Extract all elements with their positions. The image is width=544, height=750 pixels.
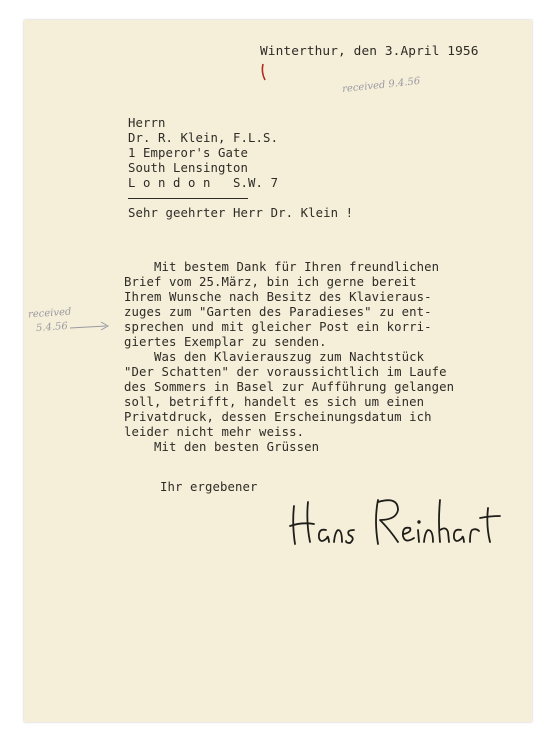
received-note-side-date: 5.4.56 <box>35 320 69 335</box>
body-line: "Der Schatten" der voraussichtlich im Laufe <box>124 365 447 379</box>
body-line: Was den Klavierauszug zum Nachtstück <box>124 350 425 364</box>
body-line: zuges zum "Garten des Paradieses" zu ent- <box>124 305 432 319</box>
salutation: Sehr geehrter Herr Dr. Klein ! <box>128 206 354 220</box>
address-line: L o n d o n S.W. 7 <box>128 176 279 190</box>
received-note-side: received <box>27 306 72 321</box>
body-line: Ihrem Wunsche nach Besitz des Klavieraus- <box>124 290 432 304</box>
body-line: des Sommers in Basel zur Aufführung gelangen <box>124 380 455 394</box>
address-underline <box>128 198 248 199</box>
signature-text <box>24 20 25 21</box>
closing: Ihr ergebener <box>160 480 258 494</box>
address-line: Dr. R. Klein, F.L.S. <box>128 131 279 145</box>
body-line: leider nicht mehr weiss. <box>124 425 305 439</box>
pencil-arrow-icon <box>68 320 112 334</box>
red-pencil-mark <box>260 62 270 82</box>
body-line: giertes Exemplar zu senden. <box>124 335 327 349</box>
body-line: sprechen und mit gleicher Post ein korri- <box>124 320 432 334</box>
body-line: soll, betrifft, handelt es sich um einen <box>124 395 425 409</box>
letter-page <box>24 20 532 722</box>
address-line: South Lensington <box>128 161 249 175</box>
body-line: Brief vom 25.März, bin ich gerne bereit <box>124 275 417 289</box>
received-note-top: received 9.4.56 <box>341 75 421 96</box>
address-line: 1 Emperor's Gate <box>128 146 249 160</box>
body-line: Privatdruck, dessen Erscheinungsdatum ich <box>124 410 432 424</box>
address-line: Herrn <box>128 116 166 130</box>
body-line: Mit den besten Grüssen <box>124 440 320 454</box>
letter-date: Winterthur, den 3.April 1956 <box>260 44 479 59</box>
body-line: Mit bestem Dank für Ihren freundlichen <box>124 260 440 274</box>
handwritten-signature <box>286 488 506 558</box>
